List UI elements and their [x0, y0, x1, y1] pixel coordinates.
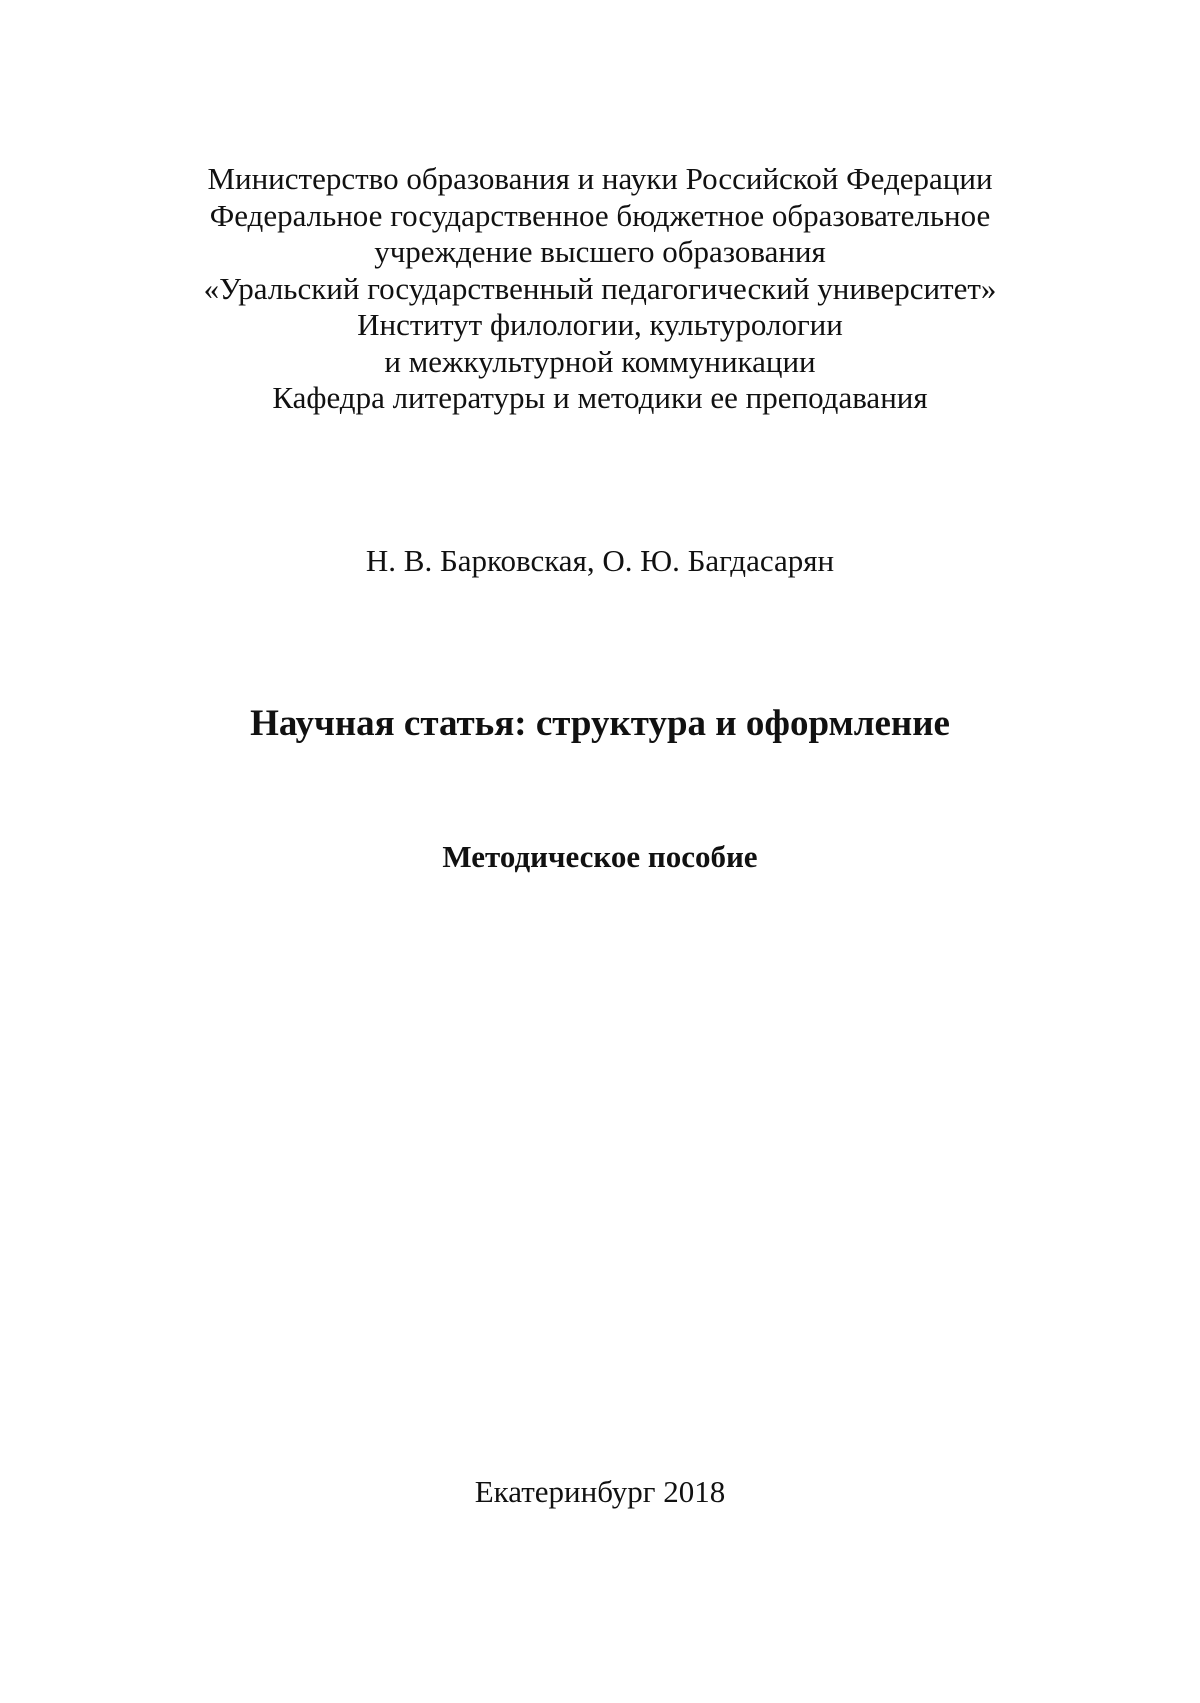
institution-type-line: Федеральное государственное бюджетное образовательное	[209, 197, 991, 233]
institution-type-line-2: учреждение высшего образования	[374, 234, 826, 269]
institute-line: Институт филологии, культурологии	[357, 307, 843, 342]
document-title: Научная статья: структура и оформление	[250, 703, 950, 744]
institute-line-2: и межкультурной коммуникации	[384, 343, 816, 379]
document-subtitle: Методическое пособие	[442, 839, 758, 874]
place-and-year: Екатеринбург 2018	[474, 1474, 726, 1509]
university-name: «Уральский государственный педагогический университет»	[203, 270, 997, 306]
ministry-line: Министерство образования и науки Российской Федерации	[207, 161, 993, 196]
institution-header	[0, 161, 1200, 417]
department-line: Кафедра литературы и методики ее преподавания	[272, 380, 928, 415]
authors: Н. В. Барковская, О. Ю. Багдасарян	[365, 543, 835, 578]
